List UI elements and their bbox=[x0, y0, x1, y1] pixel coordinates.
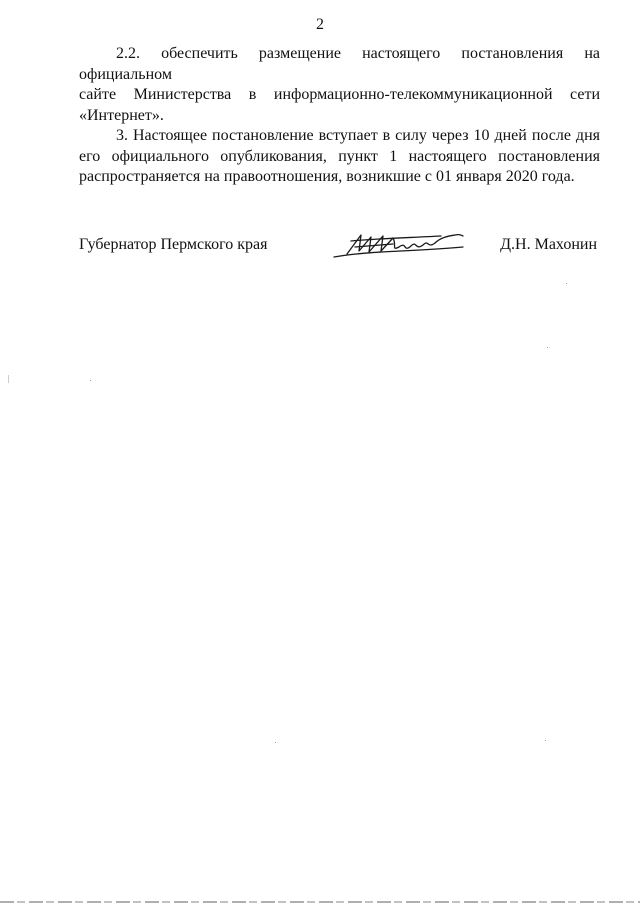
paragraph-item-2-2 bbox=[79, 44, 600, 126]
text-line: 2.2. обеспечить размещение настоящего постановления на официальном bbox=[79, 45, 600, 83]
scan-speck bbox=[8, 375, 9, 383]
paragraph-item-3 bbox=[79, 126, 600, 188]
text-line: распространяется на правоотношения, возникшие с 01 января 2020 года. bbox=[79, 168, 575, 185]
text-line: сайте Министерства в информационно-телекоммуникационной сети bbox=[79, 86, 600, 103]
signatory-name: Д.Н. Махонин bbox=[500, 236, 597, 253]
signatory-title: Губернатор Пермского края bbox=[79, 236, 268, 253]
scan-speck bbox=[275, 742, 276, 743]
text-line: «Интернет». bbox=[79, 106, 164, 124]
text-line: 3. Настоящее постановление вступает в силу через 10 дней после дня bbox=[116, 127, 600, 144]
scan-speck bbox=[566, 283, 567, 284]
scan-speck bbox=[547, 347, 548, 348]
handwritten-signature bbox=[331, 227, 467, 263]
document-body bbox=[79, 44, 600, 188]
scan-edge bbox=[0, 901, 640, 903]
page-number: 2 bbox=[316, 16, 324, 33]
signature-block bbox=[79, 233, 600, 263]
scan-speck bbox=[545, 740, 546, 741]
scan-speck bbox=[90, 380, 91, 381]
text-line: его официального опубликования, пункт 1 настоящего постановления bbox=[79, 147, 600, 165]
